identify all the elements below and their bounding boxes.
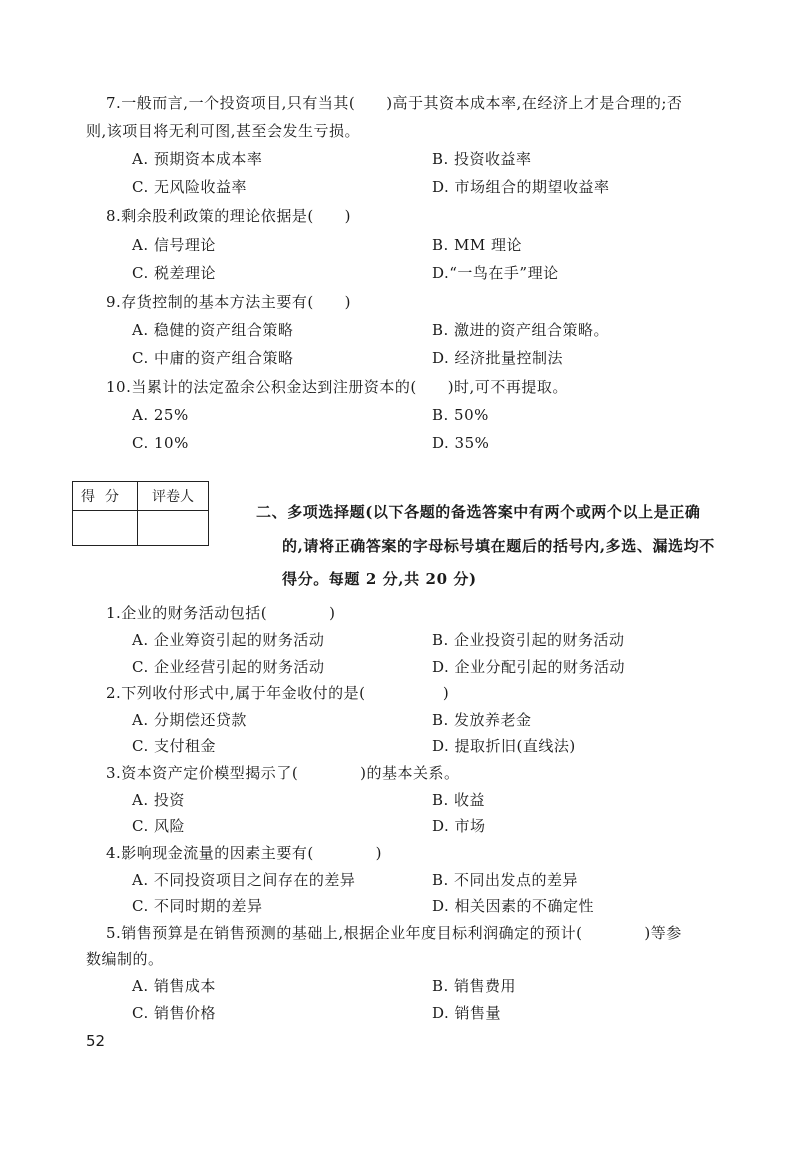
m2-option-c: C. 支付租金 bbox=[132, 737, 216, 755]
m4-option-a: A. 不同投资项目之间存在的差异 bbox=[132, 871, 356, 889]
q9-option-d: D. 经济批量控制法 bbox=[432, 349, 564, 367]
m4-stem: 4.影响现金流量的因素主要有( ) bbox=[106, 844, 383, 862]
m3-stem: 3.资本资产定价模型揭示了( )的基本关系。 bbox=[106, 764, 460, 782]
q10-option-b: B. 50% bbox=[432, 406, 489, 424]
m5-option-a: A. 销售成本 bbox=[132, 977, 216, 995]
m4-option-b: B. 不同出发点的差异 bbox=[432, 871, 579, 889]
m3-option-b: B. 收益 bbox=[432, 791, 486, 809]
q9-option-b: B. 激进的资产组合策略。 bbox=[432, 321, 610, 339]
m1-option-a: A. 企业筹资引起的财务活动 bbox=[132, 631, 325, 649]
m5-option-b: B. 销售费用 bbox=[432, 977, 517, 995]
q9-stem: 9.存货控制的基本方法主要有( ) bbox=[106, 293, 352, 311]
m3-option-c: C. 风险 bbox=[132, 817, 185, 835]
q10-option-a: A. 25% bbox=[132, 406, 189, 424]
q10-stem: 10.当累计的法定盈余公积金达到注册资本的( )时,可不再提取。 bbox=[106, 378, 568, 396]
grader-header: 评卷人 bbox=[138, 482, 209, 511]
m2-option-b: B. 发放养老金 bbox=[432, 711, 532, 729]
m3-option-a: A. 投资 bbox=[132, 791, 185, 809]
m4-option-c: C. 不同时期的差异 bbox=[132, 897, 263, 915]
m1-option-c: C. 企业经营引起的财务活动 bbox=[132, 658, 325, 676]
q7-option-c: C. 无风险收益率 bbox=[132, 178, 247, 196]
grader-cell bbox=[138, 511, 209, 546]
score-cell bbox=[73, 511, 138, 546]
score-header: 得分 bbox=[73, 482, 138, 511]
m5-option-c: C. 销售价格 bbox=[132, 1004, 216, 1022]
section2-heading-line1: 二、多项选择题(以下各题的备选答案中有两个或两个以上是正确 bbox=[256, 503, 701, 521]
page-number: 52 bbox=[86, 1032, 106, 1050]
q7-option-d: D. 市场组合的期望收益率 bbox=[432, 178, 610, 196]
q8-option-b: B. MM 理论 bbox=[432, 236, 523, 254]
m1-option-b: B. 企业投资引起的财务活动 bbox=[432, 631, 625, 649]
section2-heading-line2: 的,请将正确答案的字母标号填在题后的括号内,多选、漏选均不 bbox=[282, 537, 715, 555]
q8-stem: 8.剩余股利政策的理论依据是( ) bbox=[106, 207, 352, 225]
q9-option-a: A. 稳健的资产组合策略 bbox=[132, 321, 294, 339]
q8-option-c: C. 税差理论 bbox=[132, 264, 216, 282]
q10-option-d: D. 35% bbox=[432, 434, 490, 452]
q7-option-b: B. 投资收益率 bbox=[432, 150, 532, 168]
q9-option-c: C. 中庸的资产组合策略 bbox=[132, 349, 294, 367]
m3-option-d: D. 市场 bbox=[432, 817, 486, 835]
m5-stem: 5.销售预算是在销售预测的基础上,根据企业年度目标利润确定的预计( )等参 bbox=[106, 924, 682, 942]
q8-option-a: A. 信号理论 bbox=[132, 236, 216, 254]
m5-stem-continued: 数编制的。 bbox=[86, 950, 164, 968]
m1-stem: 1.企业的财务活动包括( ) bbox=[106, 604, 336, 622]
m2-stem: 2.下列收付形式中,属于年金收付的是( ) bbox=[106, 684, 450, 702]
q7-stem: 7.一般而言,一个投资项目,只有当其( )高于其资本成本率,在经济上才是合理的;否 bbox=[106, 94, 683, 112]
section2-heading-line3: 得分。每题 2 分,共 20 分) bbox=[282, 570, 477, 588]
m1-option-d: D. 企业分配引起的财务活动 bbox=[432, 658, 626, 676]
q10-option-c: C. 10% bbox=[132, 434, 189, 452]
score-box bbox=[72, 481, 209, 546]
m4-option-d: D. 相关因素的不确定性 bbox=[432, 897, 595, 915]
m2-option-d: D. 提取折旧(直线法) bbox=[432, 737, 576, 755]
m2-option-a: A. 分期偿还贷款 bbox=[132, 711, 247, 729]
q8-option-d: D.“一鸟在手”理论 bbox=[432, 264, 559, 282]
q7-stem-continued: 则,该项目将无利可图,甚至会发生亏损。 bbox=[86, 122, 361, 140]
m5-option-d: D. 销售量 bbox=[432, 1004, 502, 1022]
q7-option-a: A. 预期资本成本率 bbox=[132, 150, 263, 168]
